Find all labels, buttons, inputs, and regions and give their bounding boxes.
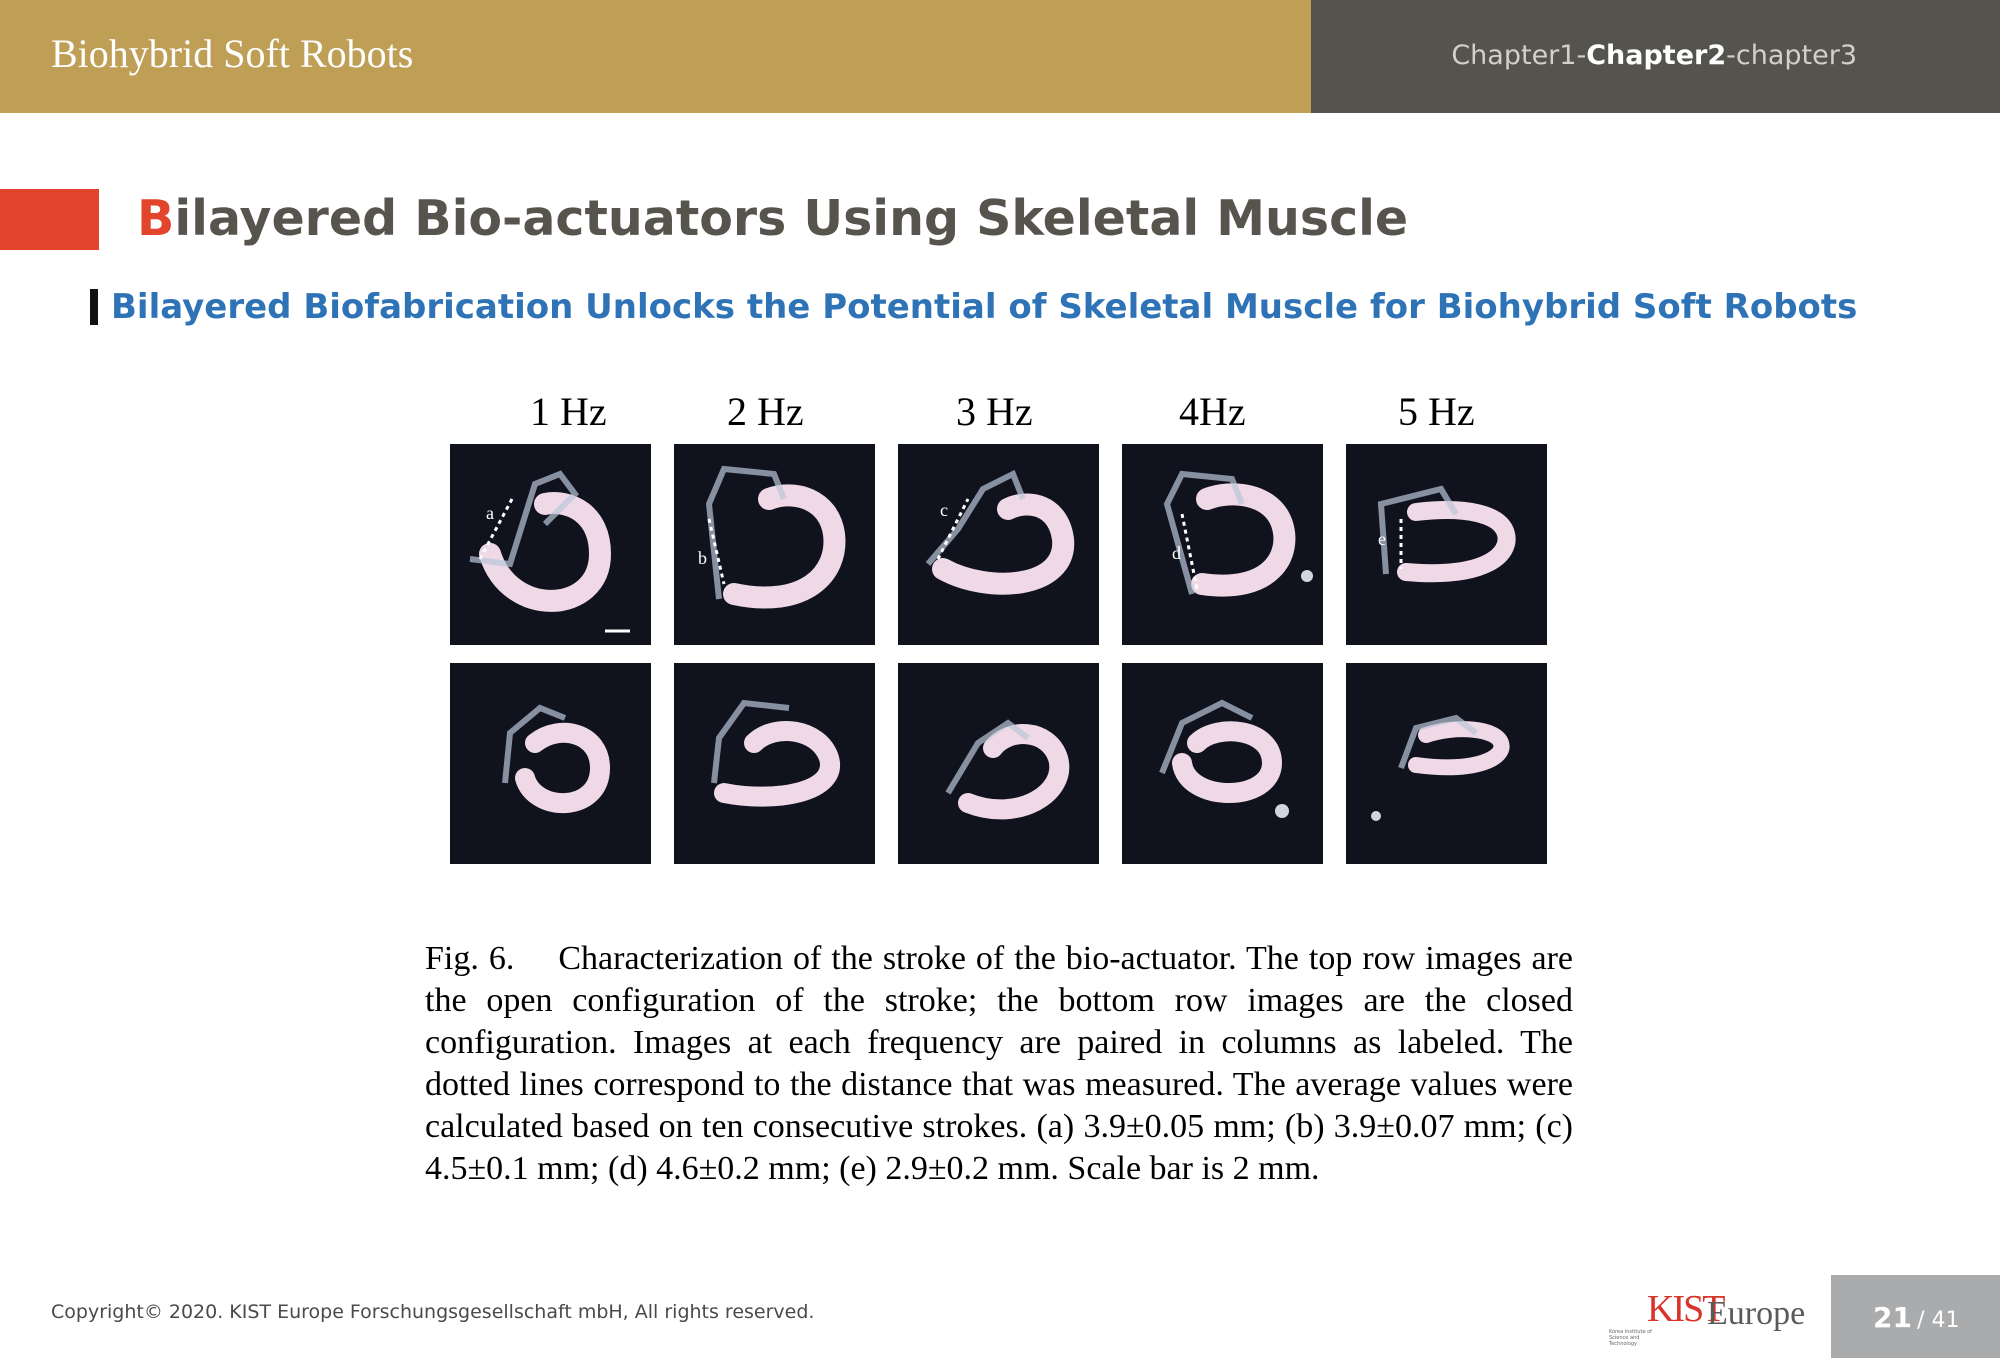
panel-letter-d: d [1172, 543, 1181, 563]
photo-5hz-open [1346, 444, 1547, 645]
logo-word: Europe [1707, 1295, 1806, 1332]
subtitle-marker [90, 289, 98, 325]
slide-subtitle: Bilayered Biofabrication Unlocks the Potential of Skeletal Muscle for Biohybrid Soft Robots [111, 287, 1858, 327]
slide-title [137, 190, 1408, 247]
frequency-label-4hz: 4Hz [1179, 389, 1246, 434]
photo-1hz-open [450, 444, 651, 645]
page-indicator [1831, 1275, 2000, 1358]
photo-2hz-closed [674, 663, 875, 864]
frequency-label-2hz: 2 Hz [727, 389, 804, 434]
breadcrumb-separator: - [1576, 40, 1587, 71]
photo-1hz-closed [450, 663, 651, 864]
presentation-title: Biohybrid Soft Robots [51, 31, 414, 76]
panel-letter-e: e [1378, 529, 1386, 549]
breadcrumb-chapter3[interactable]: chapter3 [1735, 40, 1857, 71]
photo-3hz-closed [898, 663, 1099, 864]
page-total: / 41 [1917, 1308, 1960, 1333]
photo-2hz-open [674, 444, 875, 645]
photo-3hz-open [898, 444, 1099, 645]
title-rest: ilayered Bio-actuators Using Skeletal Muscle [174, 190, 1409, 247]
panel-letter-b: b [698, 548, 707, 568]
panel-letter-a: a [486, 503, 494, 523]
breadcrumb-chapter2[interactable]: Chapter2 [1586, 40, 1727, 71]
copyright-notice: Copyright© 2020. KIST Europe Forschungsgesellschaft mbH, All rights reserved. [51, 1301, 815, 1323]
frequency-label-3hz: 3 Hz [956, 389, 1033, 434]
photo-4hz-closed [1122, 663, 1323, 864]
photo-5hz-closed [1346, 663, 1547, 864]
kist-europe-logo [1609, 1283, 1806, 1347]
breadcrumb-separator: - [1726, 40, 1736, 71]
logo-mark: KIST [1647, 1288, 1724, 1330]
logo-tagline: Korea Institute of Science and Technology [1609, 1329, 1652, 1347]
chapter-breadcrumb [1451, 40, 1857, 71]
figure-caption [425, 938, 1573, 1190]
caption-figure-number: Fig. 6. [425, 940, 515, 977]
photo-4hz-open [1122, 444, 1323, 645]
panel-letter-c: c [940, 500, 948, 520]
breadcrumb-chapter1[interactable]: Chapter1 [1451, 40, 1577, 71]
title-first-letter: B [137, 190, 175, 247]
caption-text: Characterization of the stroke of the bio-actuator. The top row images are the open configuration of the stroke; the bottom row images are the closed configuration. Images at each frequency are paired in columns as labeled. The dotted lines correspond to the distance that was measured. The average values were calculated based on ten consecutive strokes. (a) 3.9±0.05 mm; (b) 3.9±0.07 mm; (c) 4.5±0.1 mm; (d) 4.6±0.2 mm; (e) 2.9±0.2 mm. Scale bar is 2 mm. [425, 940, 1574, 1187]
frequency-label-5hz: 5 Hz [1398, 389, 1475, 434]
frequency-label-1hz: 1 Hz [530, 389, 607, 434]
title-accent-block [0, 189, 99, 250]
page-current: 21 [1873, 1301, 1912, 1334]
